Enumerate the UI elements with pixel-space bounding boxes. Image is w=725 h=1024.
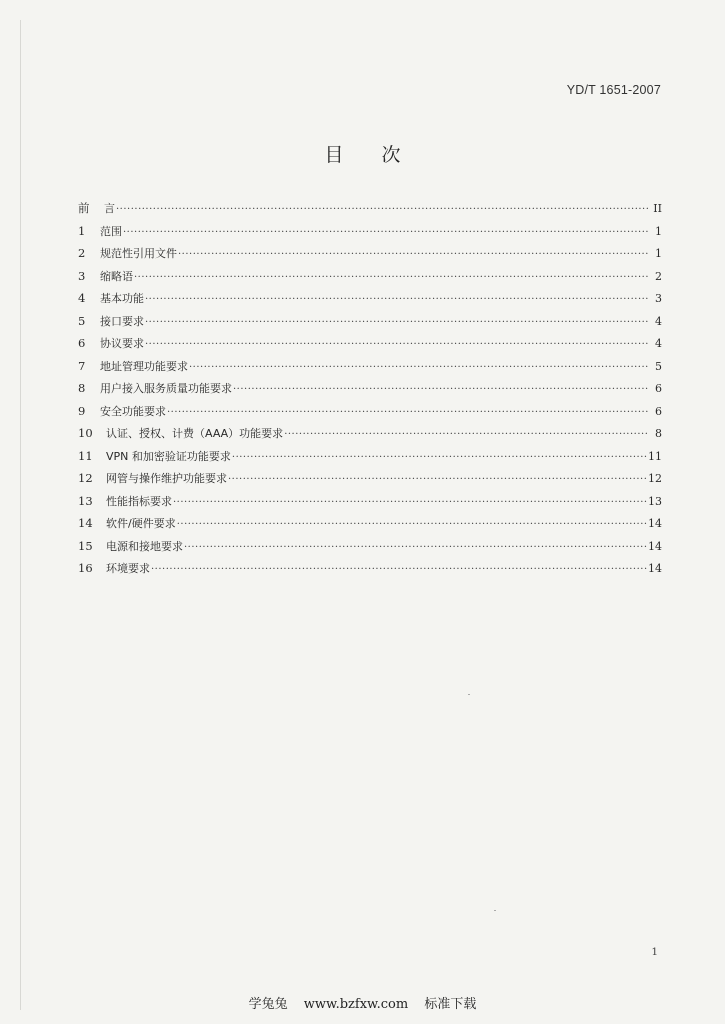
toc-entry-label: 基本功能 xyxy=(100,292,144,305)
toc-entry-label: 环境要求 xyxy=(106,562,150,575)
toc-entry-page: 4 xyxy=(655,314,662,328)
toc-entry-number: 5 xyxy=(78,313,86,328)
toc-entry-label: 规范性引用文件 xyxy=(100,247,177,260)
toc-leader-dots xyxy=(145,339,649,350)
toc-entry-page: 14 xyxy=(648,539,662,553)
toc-entry-label: 安全功能要求 xyxy=(100,404,166,418)
toc-entry-label: 认证、授权、计费（AAA）功能要求 xyxy=(106,427,284,440)
toc-leader-dots xyxy=(184,542,647,553)
toc-entry-number: 8 xyxy=(78,381,86,395)
toc-entry-label: 协议要求 xyxy=(100,337,144,350)
document-code: YD/T 1651-2007 xyxy=(566,83,661,97)
toc-leader-dots xyxy=(145,317,649,328)
scan-edge-line xyxy=(20,20,21,1010)
toc-entry-number: 9 xyxy=(78,403,86,418)
toc-entry-page: 6 xyxy=(655,404,662,418)
toc-entry-label: 用户接入服务质量功能要求 xyxy=(100,382,232,395)
toc-entry-9[interactable] xyxy=(78,403,662,426)
toc-entry-number: 13 xyxy=(78,493,93,508)
toc-entry-number: 16 xyxy=(78,561,93,575)
toc-leader-dots xyxy=(189,362,649,373)
toc-entry-7[interactable] xyxy=(78,358,662,381)
toc-entry-page: 4 xyxy=(655,337,662,350)
toc-entry-label: 电源和接地要求 xyxy=(106,539,183,553)
toc-entry-2[interactable] xyxy=(78,245,662,268)
toc-entry-page: 13 xyxy=(648,494,662,508)
toc-leader-dots xyxy=(173,497,647,508)
toc-entry-number: 15 xyxy=(78,538,93,553)
toc-leader-dots xyxy=(167,407,649,418)
toc-entry-number: 2 xyxy=(78,246,86,260)
toc-entry-14[interactable] xyxy=(78,515,662,538)
toc-entry-3[interactable] xyxy=(78,268,662,291)
toc-entry-16[interactable] xyxy=(78,560,662,583)
toc-entry-10[interactable] xyxy=(78,425,662,448)
toc-entry-number: 前 xyxy=(78,201,90,215)
toc-entry-page: 14 xyxy=(648,517,662,530)
toc-entry-label: VPN 和加密验证功能要求 xyxy=(106,449,231,463)
toc-entry-page: 6 xyxy=(655,382,662,395)
toc-entry-page: II xyxy=(653,202,662,215)
toc-leader-dots xyxy=(228,474,647,485)
toc-entry-label: 范围 xyxy=(100,224,122,238)
toc-entry-number: 12 xyxy=(78,471,93,485)
toc-entry-number: 7 xyxy=(78,358,86,373)
toc-entry-page: 3 xyxy=(655,292,662,305)
toc-leader-dots xyxy=(145,294,649,305)
footer-site-name: 学兔兔 xyxy=(248,997,288,1012)
toc-entry-number: 6 xyxy=(78,336,86,350)
table-of-contents xyxy=(78,200,662,583)
page-number: 1 xyxy=(651,946,658,958)
toc-leader-dots xyxy=(177,519,647,530)
toc-entry-label: 性能指标要求 xyxy=(106,494,172,508)
footer-watermark xyxy=(0,993,725,1012)
toc-entry-label: 软件/硬件要求 xyxy=(106,517,176,530)
toc-leader-dots xyxy=(232,452,647,463)
toc-leader-dots xyxy=(134,272,649,283)
toc-leader-dots xyxy=(116,204,649,215)
scan-speck xyxy=(468,694,470,695)
toc-entry-preface[interactable] xyxy=(78,200,662,223)
toc-entry-number: 11 xyxy=(78,448,93,463)
toc-entry-page: 5 xyxy=(655,359,662,373)
toc-entry-8[interactable] xyxy=(78,380,662,403)
toc-entry-page: 14 xyxy=(648,562,662,575)
toc-entry-number: 1 xyxy=(78,223,86,238)
toc-entry-page: 11 xyxy=(648,449,662,463)
toc-leader-dots xyxy=(178,249,649,260)
toc-entry-number: 3 xyxy=(78,268,86,283)
toc-entry-page: 1 xyxy=(655,247,662,260)
scan-speck xyxy=(494,910,496,911)
toc-entry-4[interactable] xyxy=(78,290,662,313)
toc-entry-page: 12 xyxy=(648,472,662,485)
footer-tagline: 标准下载 xyxy=(424,997,477,1012)
toc-entry-label: 缩略语 xyxy=(100,269,133,283)
toc-entry-11[interactable] xyxy=(78,448,662,471)
toc-entry-15[interactable] xyxy=(78,538,662,561)
toc-entry-label: 言 xyxy=(104,202,115,215)
toc-entry-1[interactable] xyxy=(78,223,662,246)
toc-entry-label: 接口要求 xyxy=(100,314,144,328)
toc-leader-dots xyxy=(151,564,647,575)
toc-entry-13[interactable] xyxy=(78,493,662,516)
toc-leader-dots xyxy=(233,384,649,395)
toc-entry-page: 2 xyxy=(655,269,662,283)
toc-entry-6[interactable] xyxy=(78,335,662,358)
toc-entry-number: 4 xyxy=(78,291,86,305)
footer-url-link[interactable]: www.bzfxw.com xyxy=(303,997,409,1012)
toc-entry-12[interactable] xyxy=(78,470,662,493)
toc-entry-label: 地址管理功能要求 xyxy=(100,359,188,373)
toc-leader-dots xyxy=(284,429,649,440)
toc-leader-dots xyxy=(123,227,649,238)
toc-entry-page: 1 xyxy=(655,224,662,238)
toc-title: 目次 xyxy=(324,144,439,166)
toc-entry-5[interactable] xyxy=(78,313,662,336)
toc-entry-page: 8 xyxy=(655,427,662,440)
toc-entry-label: 网管与操作维护功能要求 xyxy=(106,472,227,485)
toc-entry-number: 10 xyxy=(78,426,93,440)
toc-entry-number: 14 xyxy=(78,516,93,530)
